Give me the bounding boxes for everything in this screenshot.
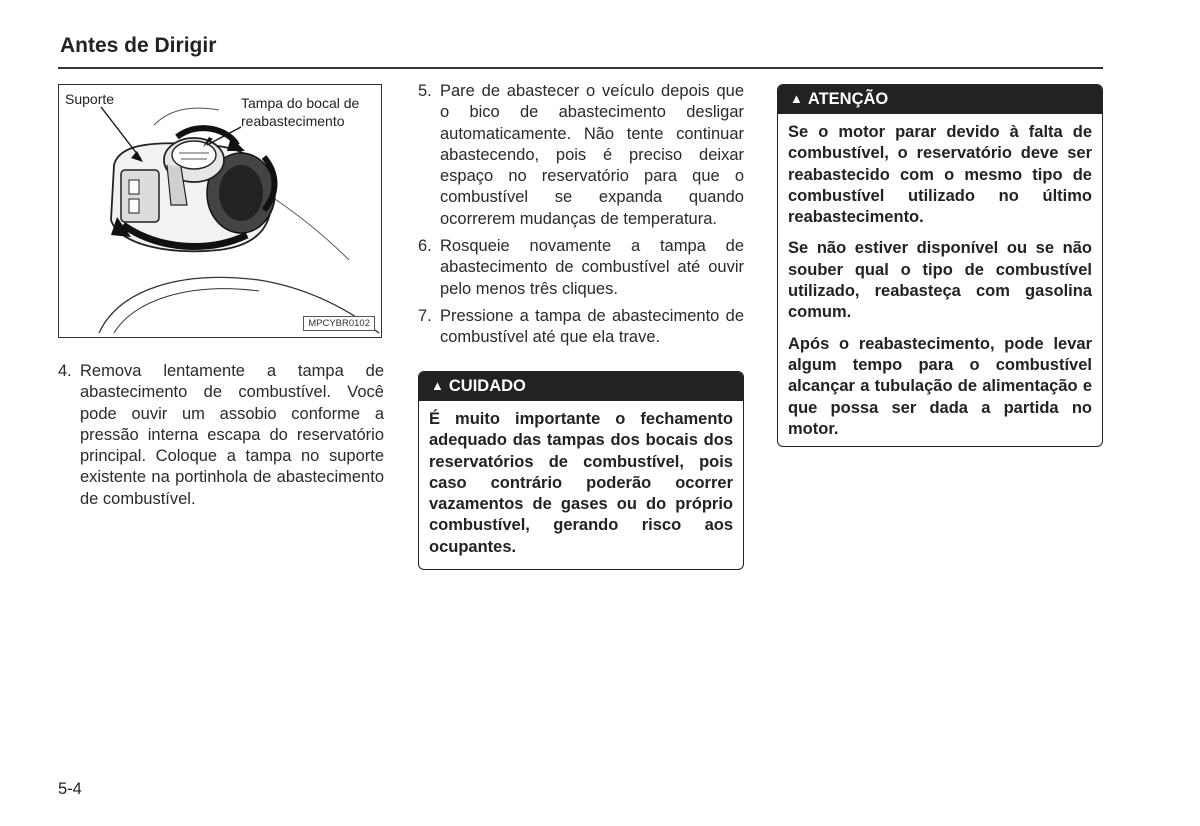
step-number: 6. — [418, 237, 432, 256]
step-5 — [418, 81, 744, 230]
step-6 — [418, 236, 744, 300]
step-4 — [58, 361, 384, 510]
figure-code: MPCYBR0102 — [303, 316, 375, 331]
step-text: Rosqueie novamente a tampa de abastecimento de combustível até ouvir pelo menos três cliques. — [440, 237, 744, 298]
column-2-text — [418, 81, 744, 355]
header-divider — [58, 67, 1103, 69]
step-text: Pare de abastecer o veículo depois que o bico de abastecimento desligar automaticamente. Não tente continuar abastecendo, pois é preciso deixar espaço no reservatório para que o combustível se expanda quando ocorrerem mudanças de temperatura. — [440, 82, 744, 228]
attention-paragraph: Após o reabastecimento, pode levar algum tempo para o combustível alcançar a tubulação de alimentação e que possa ser dada a partida no motor. — [788, 334, 1092, 438]
warning-triangle-icon: ▲ — [431, 378, 444, 393]
step-text: Pressione a tampa de abastecimento de combustível até que ela trave. — [440, 306, 744, 347]
caution-body — [419, 401, 743, 566]
attention-paragraph: Se o motor parar devido à falta de combustível, o reservatório deve ser reabastecido com o mesmo tipo de combustível utilizado no último reabastecimento. — [788, 123, 1092, 227]
caution-header — [419, 372, 743, 401]
attention-header — [778, 85, 1102, 114]
fuel-cap-figure — [58, 84, 382, 338]
page-header-title: Antes de Dirigir — [60, 34, 217, 57]
warning-triangle-icon: ▲ — [790, 91, 803, 106]
figure-label-bracket: Suporte — [65, 91, 115, 107]
attention-box — [777, 84, 1103, 447]
attention-body — [778, 114, 1102, 447]
step-number: 5. — [418, 82, 432, 100]
page-number: 5-4 — [58, 780, 82, 798]
attention-paragraph: Se não estiver disponível ou se não souber qual o tipo de combustível utilizado, reabasteça com gasolina comum. — [788, 239, 1092, 322]
attention-title: ATENÇÃO — [807, 90, 889, 108]
caution-box — [418, 371, 744, 570]
step-number: 7. — [418, 306, 432, 325]
caution-text: É muito importante o fechamento adequado das tampas dos bocais dos reservatórios de combustível, pois caso contrário poderão ocorrer vazamentos de gases ou do próprio combustível, gerando risco aos ocupantes. — [429, 410, 733, 556]
column-1-text — [58, 361, 384, 516]
step-text: Remova lentamente a tampa de abastecimento de combustível. Você pode ouvir um assobio conforme a pressão interna escapa do reservatório principal. Coloque a tampa no suporte existente na portinhola de abastecimento de combustível. — [80, 362, 384, 508]
figure-label-fuel-cap: Tampa do bocal de reabastecimento — [241, 95, 360, 129]
step-7 — [418, 306, 744, 349]
caution-title: CUIDADO — [448, 377, 526, 395]
step-number: 4. — [58, 362, 72, 380]
